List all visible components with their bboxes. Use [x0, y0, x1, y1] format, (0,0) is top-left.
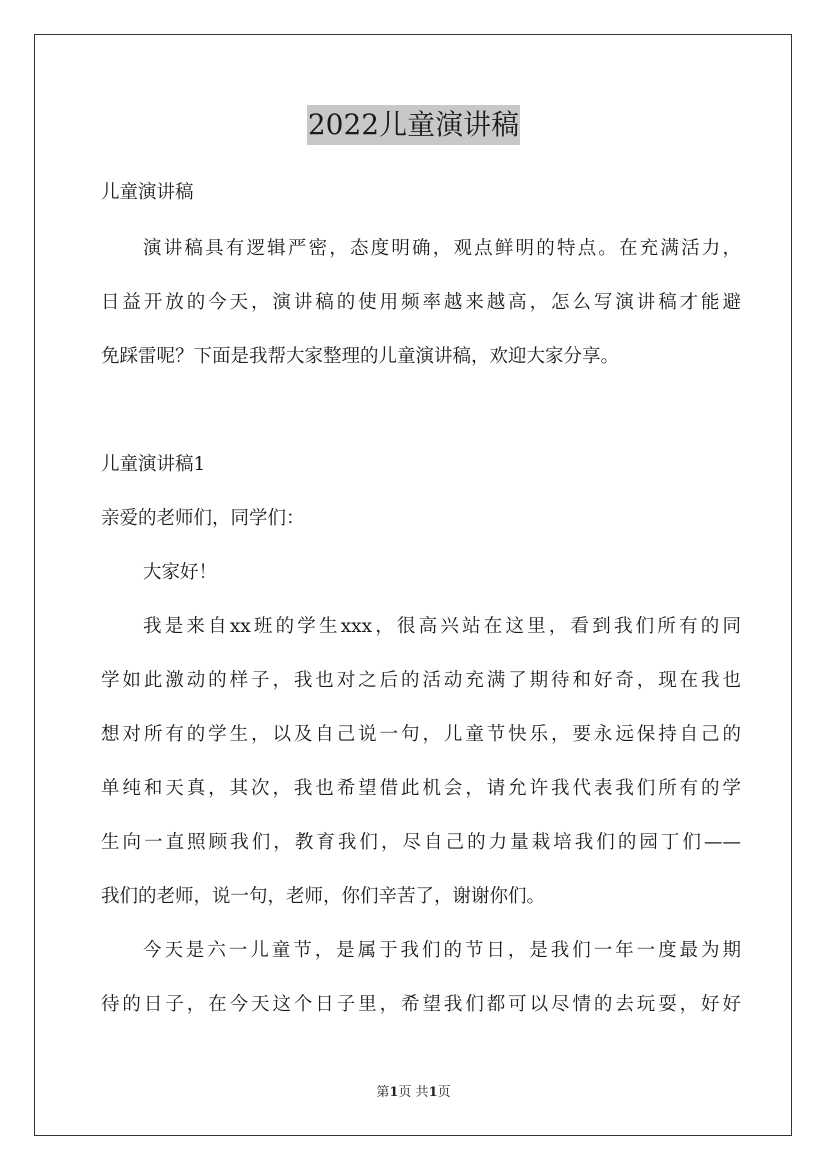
paragraph-line: 演讲稿具有逻辑严密，态度明确，观点鲜明的特点。在充满活力，	[143, 238, 741, 259]
paragraph-line: 今天是六一儿童节，是属于我们的节日，是我们一年一度最为期	[143, 940, 741, 961]
page-number-mid: 页 共	[398, 1085, 429, 1100]
document-title	[0, 104, 827, 145]
paragraph-line: 想对所有的学生，以及自己说一句，儿童节快乐，要永远保持自己的	[101, 724, 741, 745]
salutation: 亲爱的老师们，同学们：	[101, 508, 305, 529]
paragraph-line: 待的日子，在今天这个日子里，希望我们都可以尽情的去玩耍，好好	[101, 994, 741, 1015]
paragraph-line: 我们的老师，说一句，老师，你们辛苦了，谢谢你们。	[101, 886, 546, 907]
greeting: 大家好！	[143, 562, 218, 583]
document-title-text: 2022儿童演讲稿	[307, 105, 520, 145]
paragraph-line: 生向一直照顾我们，教育我们，尽自己的力量栽培我们的园丁们——	[101, 832, 741, 853]
page-number-suffix: 页	[437, 1085, 451, 1100]
page-number-total: 1	[428, 1085, 438, 1100]
section-heading: 儿童演讲稿	[101, 182, 194, 203]
paragraph-line: 学如此激动的样子，我也对之后的活动充满了期待和好奇，现在我也	[101, 670, 741, 691]
paragraph-line: 我是来自xx班的学生xxx，很高兴站在这里，看到我们所有的同	[143, 616, 741, 637]
speech-heading: 儿童演讲稿1	[101, 454, 206, 475]
paragraph-line: 免踩雷呢？下面是我帮大家整理的儿童演讲稿，欢迎大家分享。	[101, 346, 620, 367]
page-number-current: 1	[389, 1085, 399, 1100]
paragraph-line: 日益开放的今天，演讲稿的使用频率越来越高，怎么写演讲稿才能避	[101, 292, 741, 313]
paragraph-line: 单纯和天真，其次，我也希望借此机会，请允许我代表我们所有的学	[101, 778, 741, 799]
page-footer	[0, 1084, 827, 1102]
page-number-prefix: 第	[376, 1085, 390, 1100]
